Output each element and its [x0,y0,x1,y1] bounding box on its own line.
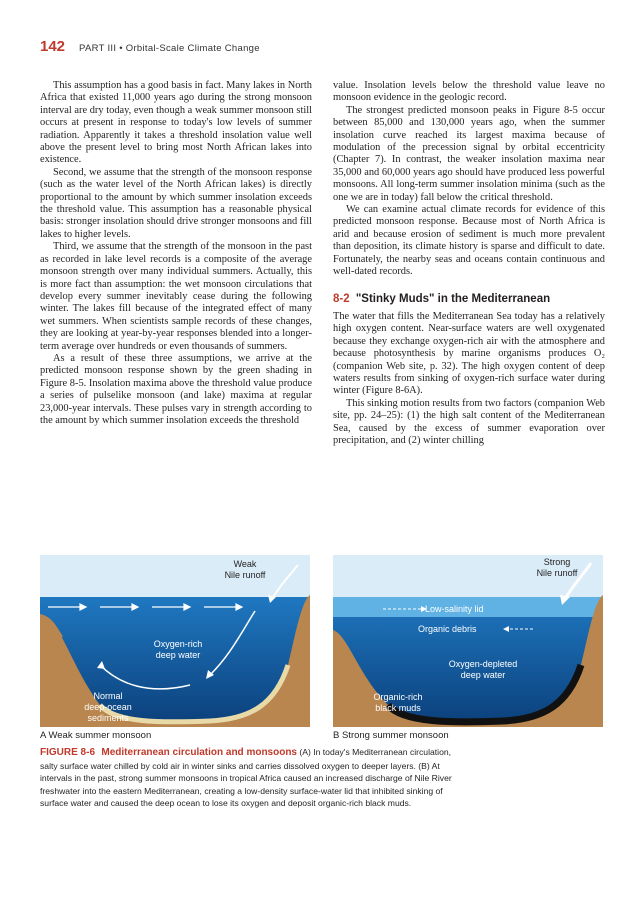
paragraph: Third, we assume that the strength of the monsoon in the past as recorded in lake level records is a composite of the average monsoon strength over many individual summers. Actually, this is more fact than assumption: the wet monsoon circulations that develop every summer inevitably cease during the following winter. The lakes fill because of the integrated effect of many wet summers. When scientists sample records of these changes, they are looking at year-by-year responses blended into a longer-term average over hundreds or even thousands of summers. [40,241,312,352]
figure-caption [40,746,460,810]
figure-number: FIGURE 8-6 [40,747,96,758]
paragraph: The water that fills the Mediterranean Sea today has a relatively high oxygen content. Near-surface waters are well oxygenated because they exchange oxygen-rich air with the atmosphere and because photosynthesis by marine organisms produces O₂ (companion Web site, p. 32). The high oxygen content of deep waters results from sinking of oxygen-rich surface water during winter (Figure 8-6A). [333,310,605,397]
black-muds-label: Organic-rich [373,692,423,702]
page-number: 142 [40,38,66,55]
weak-runoff-label-2: Nile runoff [224,570,266,580]
sediment-label: Normal [93,691,123,701]
right-column [333,80,605,447]
strong-runoff-label-2: Nile runoff [536,568,578,578]
black-muds-label-2: black muds [375,703,421,713]
running-header [40,38,260,58]
part-title: PART III • Orbital-Scale Climate Change [79,43,260,54]
oxygen-depleted-label: Oxygen-depleted [448,659,518,669]
sediment-label-3: sediments [87,713,129,723]
paragraph: We can examine actual climate records for evidence of this predicted monsoon response. Because most of North Africa is arid and because erosion of sediment is much more prevalent than deposition, its climate history is sparse and difficult to date. Fortunately, the nearby seas and oceans contain continuous and well-dated records. [333,204,605,278]
panel-a-label: A Weak summer monsoon [40,730,152,741]
paragraph: As a result of these three assumptions, we arrive at the predicted monsoon response shown by the green shading in Figure 8-5. Insolation maxima above the threshold value produce a series of pulselike monsoon (and lake) maxima at regular 23,000-year intervals. These pulses vary in strength according to the amount by which summer insolation exceeds the threshold [40,352,312,426]
figure-panel-a [40,555,310,727]
paragraph: This assumption has a good basis in fact. Many lakes in North Africa that existed 11,000 years ago during the strong monsoon interval are dry today, even though a weak summer monsoon still occurs at present in response to today's low levels of summer radiation. Apparently it takes a threshold insolation value well above the present level to bring most North African lakes into existence. [40,80,312,166]
section-heading [333,293,605,305]
oxygen-rich-label: Oxygen-rich [153,639,203,649]
section-number: 8-2 [333,292,350,305]
organic-debris-label: Organic debris [418,624,477,634]
figure-title: Mediterranean circulation and monsoons [101,747,297,758]
caption-text: (A) In today's Mediterranean circulation, salty surface water chilled by cold air in winter sinks and carries dissolved oxygen to deeper layers. (B) At intervals in the past, strong summer monsoons in tropical Africa caused an increased discharge of Nile River freshwater into the eastern Mediterranean, creating a low-density surface-water lid that inhibited sinking of surface water and caused the deep ocean to lose its oxygen and deposit organic-rich black muds. [40,747,452,809]
panel-b-label: B Strong summer monsoon [333,730,449,741]
paragraph: The strongest predicted monsoon peaks in Figure 8-5 occur between 85,000 and 130,000 years ago, when the summer insolation curve reached its largest maxima because of modulation of the precession signal by orbital eccentricity (Chapter 7). In contrast, the weaker insolation maxima near 35,000 and 60,000 years ago should have produced less powerful monsoons. All long-term summer insolation minima (such as the one we are in today) fall below the critical threshold. [333,104,605,203]
paragraph: This sinking motion results from two factors (companion Web site, pp. 24–25): (1) the high salt content of the Mediterranean Sea, caused by the excess of summer evaporation over precipitation, and (2) winter chilling [333,397,605,446]
oxygen-depleted-label-2: deep water [460,670,506,680]
low-salinity-lid-label: Low-salinity lid [425,604,484,614]
paragraph: value. Insolation levels below the threshold value leave no monsoon evidence in the geologic record. [333,80,605,104]
paragraph: Second, we assume that the strength of the monsoon response (such as the water level of the North African lakes) is directly proportional to the amount by which summer insolation exceeds the threshold value. This assumption has a reasonable physical basis: stronger insolation should drive stronger monsoons and fill lakes to higher levels. [40,166,312,240]
sediment-label-2: deep-ocean [84,702,132,712]
left-column [40,80,312,427]
weak-runoff-label: Weak [233,559,257,569]
figure-panel-b [333,555,603,727]
strong-runoff-label: Strong [543,557,571,567]
section-title: "Stinky Muds" in the Mediterranean [355,292,551,305]
oxygen-rich-label-2: deep water [155,650,201,660]
